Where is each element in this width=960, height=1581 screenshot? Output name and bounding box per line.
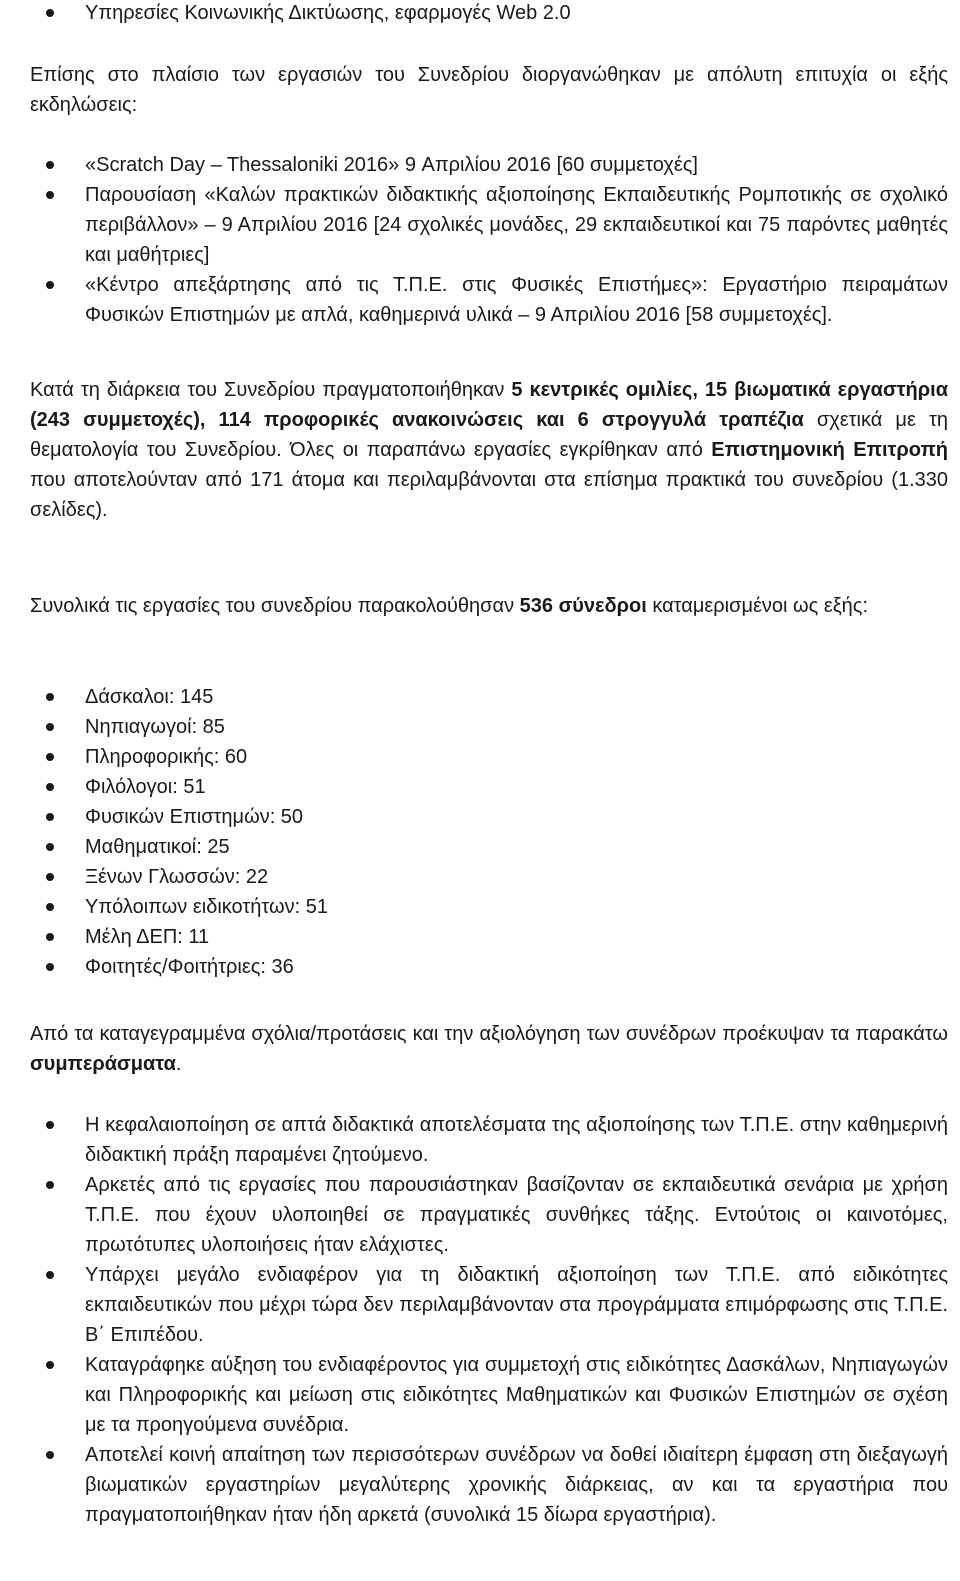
list-item: Φυσικών Επιστημών: 50 [30,802,948,832]
list-item: Παρουσίαση «Καλών πρακτικών διδακτικής αξιοποίησης Εκπαιδευτικής Ρομποτικής σε σχολικό περιβάλλον» – 9 Απριλίου 2016 [24 σχολικές μονάδες, 29 εκπαιδευτικοί και 75 παρόντες μαθητές και μαθήτριες] [30,180,948,270]
attendance-paragraph: Συνολικά τις εργασίες του συνεδρίου παρακολούθησαν 536 σύνεδροι καταμερισμένοι ως εξής: [30,595,869,617]
list-item: Δάσκαλοι: 145 [30,682,948,712]
list-item: Φοιτητές/Φοιτήτριες: 36 [30,952,948,982]
list-item: Καταγράφηκε αύξηση του ενδιαφέροντος για συμμετοχή στις ειδικότητες Δασκάλων, Νηπιαγωγών και Πληροφορικής και μείωση στις ειδικότητες Μαθηματικών και Φυσικών Επιστημών σε σχέση με τα προηγούμενα συνέδρια. [30,1350,948,1440]
list-item: Μέλη ΔΕΠ: 11 [30,922,948,952]
events-list [30,150,948,330]
list-item: Φιλόλογοι: 51 [30,772,948,802]
conference-summary-paragraph: Κατά τη διάρκεια του Συνεδρίου πραγματοποιήθηκαν 5 κεντρικές ομιλίες, 15 βιωματικά εργαστήρια (243 συμμετοχές), 114 προφορικές ανακοινώσεις και 6 στρογγυλά τραπέζια σχετικά με τη θεματολογία του Συνεδρίου. Όλες οι παραπάνω εργασίες εγκρίθηκαν από Επιστημονική Επιτροπή που αποτελούνταν από 171 άτομα και περιλαμβάνονται στα επίσημα πρακτικά του συνεδρίου (1.330 σελίδες). [30,379,948,521]
conclusions-intro-paragraph: Από τα καταγεγραμμένα σχόλια/προτάσεις και την αξιολόγηση των συνέδρων προέκυψαν τα παρακάτω συμπεράσματα. [30,1023,948,1075]
list-item: Αποτελεί κοινή απαίτηση των περισσότερων συνέδρων να δοθεί ιδιαίτερη έμφαση στη διεξαγωγή βιωματικών εργαστηρίων μεγαλύτερης χρονικής διάρκειας, αν και τα εργαστήρια που πραγματοποιήθηκαν ήταν ήδη αρκετά (συνολικά 15 δίωρα εργαστήρια). [30,1440,948,1530]
list-item: Υπόλοιπων ειδικοτήτων: 51 [30,892,948,922]
list-item: Υπάρχει μεγάλο ενδιαφέρον για τη διδακτική αξιοποίηση των Τ.Π.Ε. από ειδικότητες εκπαιδευτικών που μέχρι τώρα δεν περιλαμβάνονταν στα προγράμματα επιμόρφωσης στις Τ.Π.Ε. Β΄ Επιπέδου. [30,1260,948,1350]
list-item: «Κέντρο απεξάρτησης από τις Τ.Π.Ε. στις Φυσικές Επιστήμες»: Εργαστήριο πειραμάτων Φυσικών Επιστημών με απλά, καθημερινά υλικά – 9 Απριλίου 2016 [58 συμμετοχές]. [30,270,948,330]
attendees-list [30,682,948,982]
list-item: Νηπιαγωγοί: 85 [30,712,948,742]
events-intro-paragraph: Επίσης στο πλαίσιο των εργασιών του Συνεδρίου διοργανώθηκαν με απόλυτη επιτυχία οι εξής εκδηλώσεις: [30,64,948,116]
top-bullet-list [30,0,948,28]
list-item: Πληροφορικής: 60 [30,742,948,772]
list-item: Υπηρεσίες Κοινωνικής Δικτύωσης, εφαρμογές Web 2.0 [30,0,948,28]
list-item: «Scratch Day – Thessaloniki 2016» 9 Απριλίου 2016 [60 συμμετοχές] [30,150,948,180]
list-item: Ξένων Γλωσσών: 22 [30,862,948,892]
list-item: Μαθηματικοί: 25 [30,832,948,862]
list-item: Αρκετές από τις εργασίες που παρουσιάστηκαν βασίζονταν σε εκπαιδευτικά σενάρια με χρήση Τ.Π.Ε. που έχουν υλοποιηθεί σε πραγματικές συνθήκες τάξης. Εντούτοις οι καινοτόμες, πρωτότυπες υλοποιήσεις ήταν ελάχιστες. [30,1170,948,1260]
list-item: Η κεφαλαιοποίηση σε απτά διδακτικά αποτελέσματα της αξιοποίησης των Τ.Π.Ε. στην καθημερινή διδακτική πράξη παραμένει ζητούμενο. [30,1110,948,1170]
conclusions-list [30,1110,948,1530]
